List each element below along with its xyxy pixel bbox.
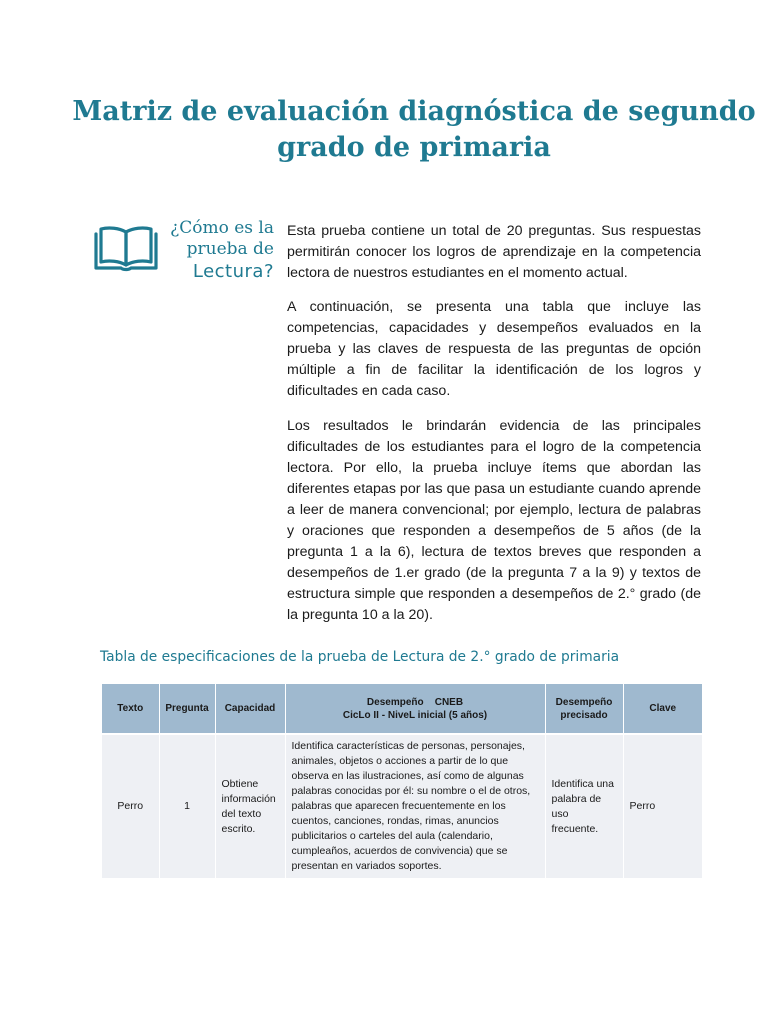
section-heading-line-1: ¿Cómo es la xyxy=(170,218,274,238)
page-title-line-2: grado de primaria xyxy=(277,132,551,163)
header-desempeno xyxy=(285,684,545,734)
specifications-table xyxy=(102,684,702,878)
cell-texto: Perro xyxy=(102,734,159,878)
page-title xyxy=(60,94,768,166)
paragraph-2: A continuación, se presenta una tabla que incluye las competencias, capacidades y desempeños evaluados en la prueba y las claves de respuesta de las preguntas de opción múltiple a fin de facilitar la identificación de los logros y dificultades en cada caso. xyxy=(287,299,701,399)
section-heading-line-2: prueba de xyxy=(186,239,274,259)
header-desempeno-precisado: Desempeño precisado xyxy=(545,684,623,734)
table-caption: Tabla de especificaciones de la prueba de Lectura de 2.° grado de primaria xyxy=(100,649,620,665)
cell-desempeno: Identifica características de personas, personajes, animales, objetos o acciones a partir de lo que observa en las ilustraciones, así como de algunas palabras conocidas por él: su nombre o el de otros, palabras que aparecen frecuentemente en los cuentos, canciones, rondas, rimas, anuncios publicitarios o carteles del aula (calendario, cumpleaños, acuerdos de convivencia) que se presentan en variados soportes. xyxy=(285,734,545,878)
cell-capacidad: Obtiene información del texto escrito. xyxy=(215,734,285,878)
table-row xyxy=(102,734,702,878)
header-desempeno-line-1: Desempeño CNEB xyxy=(366,696,464,708)
table-header-row xyxy=(102,684,702,734)
header-texto: Texto xyxy=(102,684,159,734)
header-clave: Clave xyxy=(623,684,702,734)
cell-pregunta: 1 xyxy=(159,734,215,878)
paragraph-1: Esta prueba contiene un total de 20 preguntas. Sus respuestas permitirán conocer los logros de aprendizaje en la competencia lectora de nuestros estudiantes en el momento actual. xyxy=(287,223,701,281)
page-title-line-1: Matriz de evaluación diagnóstica de segundo xyxy=(72,96,756,127)
section-heading-line-3: Lectura? xyxy=(192,261,274,282)
open-book-icon xyxy=(93,224,159,272)
header-capacidad: Capacidad xyxy=(215,684,285,734)
cell-desempeno-precisado: Identifica una palabra de uso frecuente. xyxy=(545,734,623,878)
intro-text xyxy=(287,221,701,640)
cell-clave: Perro xyxy=(623,734,702,878)
header-pregunta: Pregunta xyxy=(159,684,215,734)
section-heading xyxy=(160,218,274,284)
paragraph-3: Los resultados le brindarán evidencia de las principales dificultades de los estudiantes para el logro de la competencia lectora. Por ello, la prueba incluye ítems que abordan las diferentes etapas por las que pasa un estudiante cuando aprende a leer de manera convencional; por ejemplo, lectura de palabras y oraciones que responden a desempeños de 5 años (de la pregunta 1 a la 6), lectura de textos breves que responden a desempeños de 1.er grado (de la pregunta 7 a la 9) y textos de estructura simple que responden a desempeños de 2.° grado (de la pregunta 10 a la 20). xyxy=(287,418,701,623)
header-desempeno-line-2: CicLo II - NiveL inicial (5 años) xyxy=(342,709,488,721)
